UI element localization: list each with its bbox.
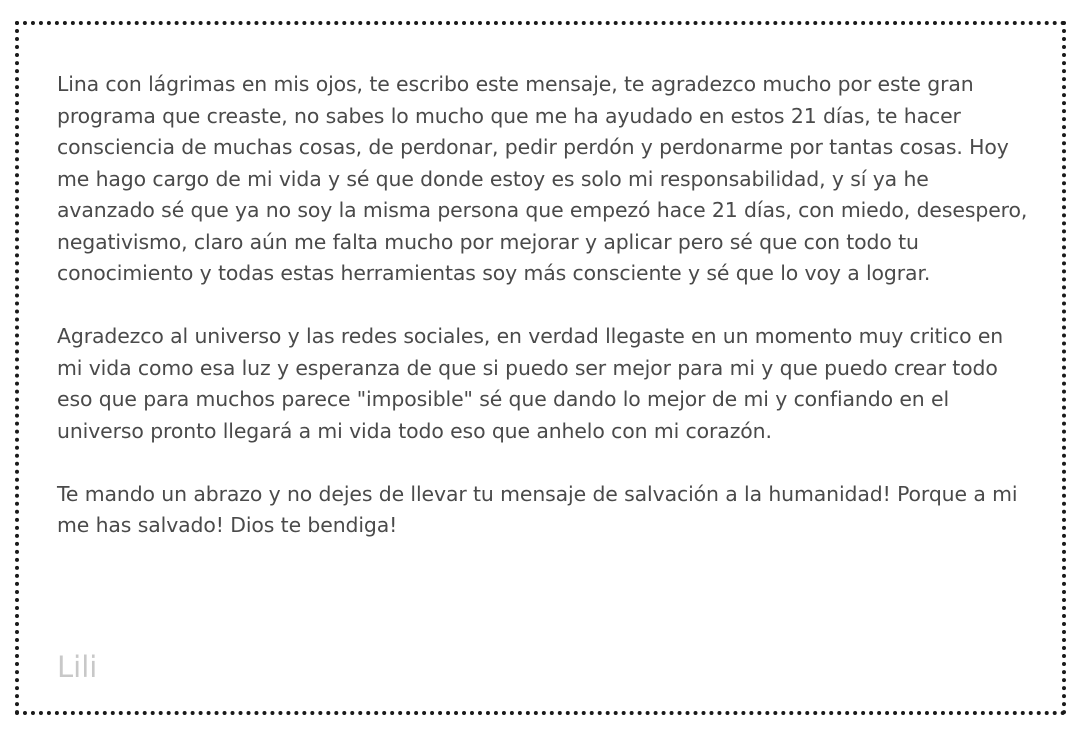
testimonial-body xyxy=(57,69,1032,573)
testimonial-paragraph-1: Lina con lágrimas en mis ojos, te escribo este mensaje, te agradezco mucho por este gran programa que creaste, no sabes lo mucho que me ha ayudado en estos 21 días, te hacer consciencia de muchas cosas, de perdonar, pedir perdón y perdonarme por tantas cosas. Hoy me hago cargo de mi vida y sé que donde estoy es solo mi responsabilidad, y sí ya he avanzado sé que ya no soy la misma persona que empezó hace 21 días, con miedo, desespero, negativismo, claro aún me falta mucho por mejorar y aplicar pero sé que con todo tu conocimiento y todas estas herramientas soy más consciente y sé que lo voy a lograr. xyxy=(57,72,1028,285)
testimonial-paragraph-2: Agradezco al universo y las redes sociales, en verdad llegaste en un momento muy critico en mi vida como esa luz y esperanza de que si puedo ser mejor para mi y que puedo crear todo eso que para muchos parece "imposible" sé que dando lo mejor de mi y confiando en el universo pronto llegará a mi vida todo eso que anhelo con mi corazón. xyxy=(57,324,1004,443)
testimonial-paragraph-3: Te mando un abrazo y no dejes de llevar tu mensaje de salvación a la humanidad! Porque a mi me has salvado! Dios te bendiga! xyxy=(57,481,1018,537)
testimonial-author: Lili xyxy=(57,650,98,684)
testimonial-card xyxy=(15,21,1066,715)
